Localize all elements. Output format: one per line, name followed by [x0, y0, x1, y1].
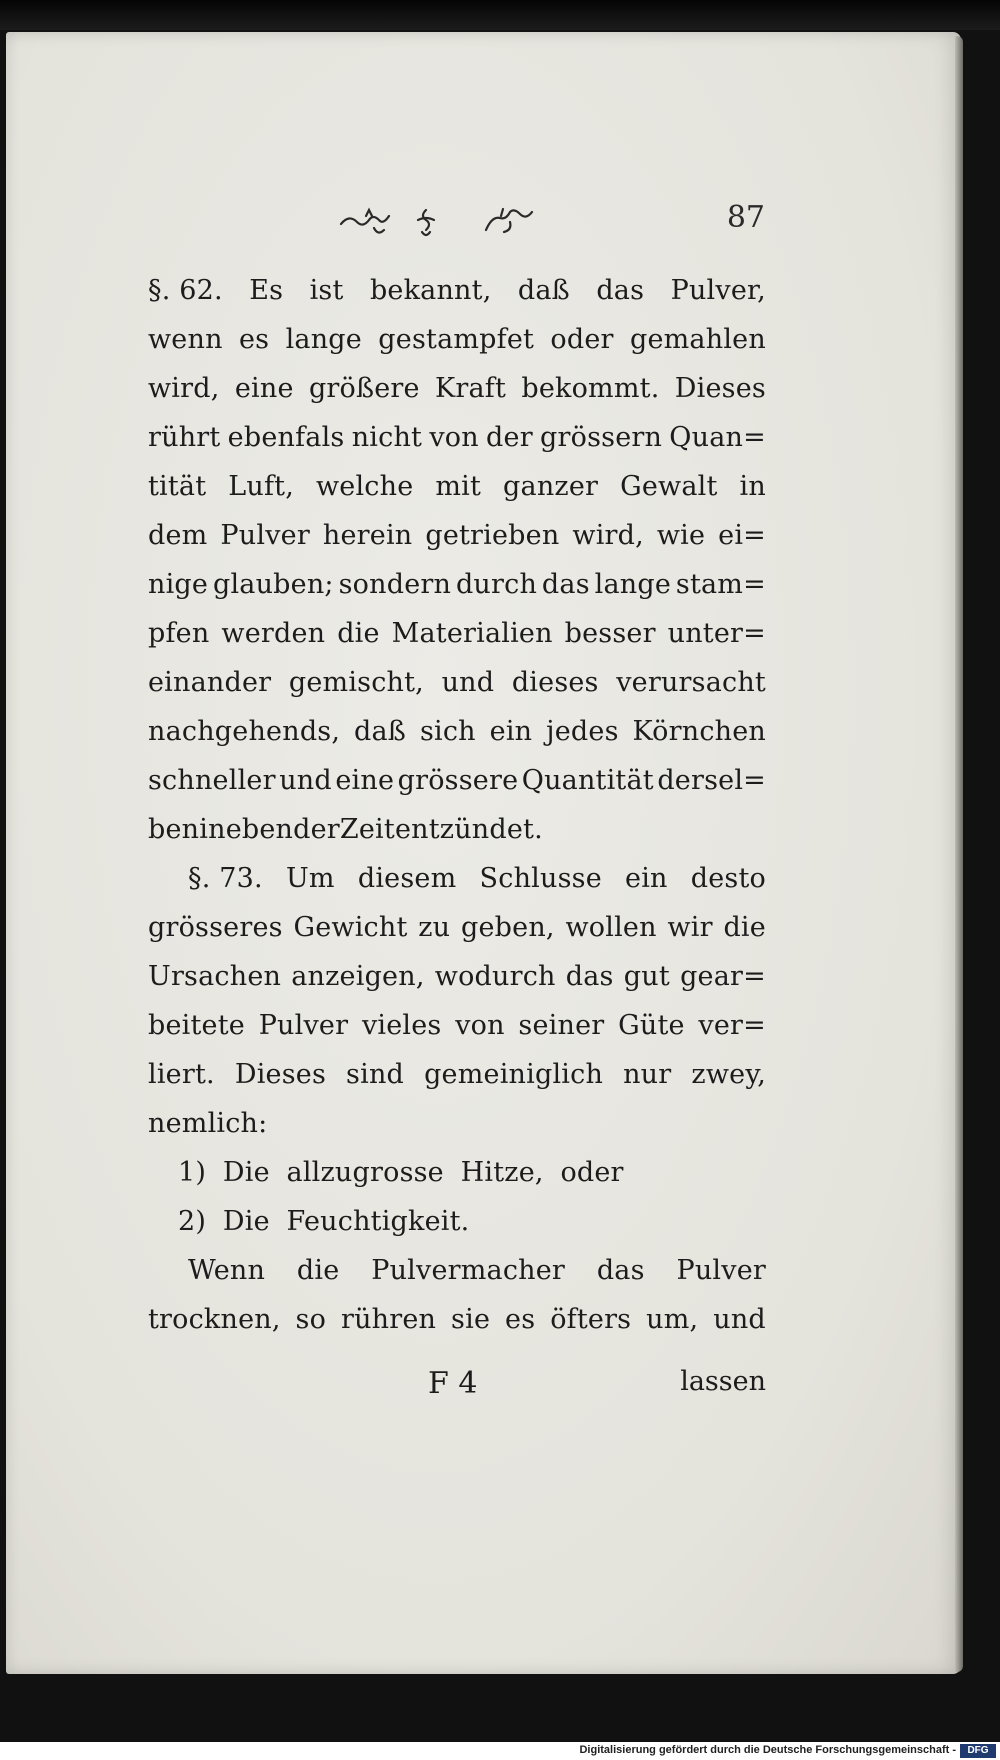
scan-top-edge: [0, 0, 1000, 30]
word: liert.: [148, 1059, 215, 1090]
word: daß: [517, 275, 570, 306]
word: ein: [489, 716, 533, 747]
word: glauben;: [212, 569, 334, 600]
word: von: [455, 1010, 505, 1041]
word: gemischt,: [288, 667, 424, 698]
list-item-1: 1) Die allzugrosse Hitze, oder: [178, 1157, 624, 1188]
word: es: [239, 324, 270, 355]
word: das: [596, 1255, 645, 1286]
word: eine: [234, 373, 294, 404]
word: in: [739, 471, 766, 502]
word: Es: [249, 275, 284, 306]
word: diesem: [357, 863, 457, 894]
word: welche: [315, 471, 414, 502]
word: ben: [148, 814, 200, 845]
word: gut: [623, 961, 670, 992]
word: eben: [225, 814, 294, 845]
word: wodurch: [434, 961, 556, 992]
funding-credit: Digitalisierung gefördert durch die Deutsche Forschungsgemeinschaft -: [579, 1744, 956, 1756]
word: wollen: [565, 912, 657, 943]
text-line: [148, 413, 766, 462]
word: Dieses: [234, 1059, 326, 1090]
word: ver=: [698, 1010, 766, 1041]
word: nemlich:: [148, 1108, 268, 1139]
word: wird,: [148, 373, 220, 404]
word: §. 62.: [148, 275, 223, 306]
word: grössere: [397, 765, 519, 796]
printers-ornament-icon: [336, 202, 536, 242]
word: wie: [656, 520, 706, 551]
word: das: [565, 961, 614, 992]
word: durch: [455, 569, 538, 600]
word: Pulver: [220, 520, 310, 551]
text-line: [148, 805, 766, 854]
word: sind: [346, 1059, 405, 1090]
word: Gewalt: [620, 471, 718, 502]
word: Luft,: [228, 471, 295, 502]
page-header: [150, 198, 765, 248]
word: Gewicht: [293, 912, 408, 943]
page-edge: [955, 36, 963, 1672]
word: gemeiniglich: [424, 1059, 604, 1090]
word: ein: [625, 863, 668, 894]
word: schneller: [148, 765, 276, 796]
word: gestampfet: [378, 324, 535, 355]
word: Ursachen: [148, 961, 282, 992]
word: nur: [623, 1059, 672, 1090]
word: beitete: [148, 1010, 245, 1041]
text-line: [148, 854, 766, 903]
word: sich: [419, 716, 476, 747]
word: jedes: [546, 716, 619, 747]
text-line: [148, 658, 766, 707]
word: sondern: [338, 569, 452, 600]
word: rühren: [340, 1304, 437, 1335]
word: und: [441, 667, 495, 698]
word: Wenn: [188, 1255, 266, 1286]
word: dieses: [511, 667, 599, 698]
paragraph-62: [148, 266, 766, 854]
text-line: [148, 707, 766, 756]
word: grössern: [540, 422, 663, 453]
word: Kraft: [435, 373, 507, 404]
word: größere: [308, 373, 420, 404]
word: der: [486, 422, 533, 453]
word: bekannt,: [369, 275, 492, 306]
word: grösseres: [148, 912, 283, 943]
word: Schlusse: [479, 863, 602, 894]
word: ist: [309, 275, 344, 306]
word: Materialien: [391, 618, 553, 649]
text-line: [148, 462, 766, 511]
word: Pulvermacher: [371, 1255, 566, 1286]
word: dersel=: [657, 765, 766, 796]
text-line: [148, 511, 766, 560]
word: sie: [451, 1304, 491, 1335]
word: gear=: [680, 961, 766, 992]
word: Zeit: [339, 814, 395, 845]
word: besser: [564, 618, 656, 649]
word: ei=: [718, 520, 766, 551]
word: wir: [667, 912, 713, 943]
word: §. 73.: [188, 863, 263, 894]
page-footer: [148, 1366, 766, 1416]
text-line: [148, 1246, 766, 1295]
word: Quan=: [669, 422, 766, 453]
word: Pulver: [676, 1255, 766, 1286]
word: und: [713, 1304, 766, 1335]
word: tität: [148, 471, 207, 502]
word: die: [337, 618, 380, 649]
word: desto: [690, 863, 766, 894]
word: anzeigen,: [291, 961, 425, 992]
word: einander: [148, 667, 272, 698]
word: nicht: [351, 422, 423, 453]
word: Pulver,: [670, 275, 766, 306]
word: und: [279, 765, 332, 796]
word: geben,: [461, 912, 555, 943]
word: trocknen,: [148, 1304, 281, 1335]
text-line: [148, 364, 766, 413]
word: nachgehends,: [148, 716, 341, 747]
word: in: [199, 814, 226, 845]
text-line: [148, 756, 766, 805]
text-line: [148, 952, 766, 1001]
word: mit: [435, 471, 482, 502]
word: eine: [335, 765, 395, 796]
word: zwey,: [691, 1059, 766, 1090]
body-text: [148, 266, 766, 1344]
word: Güte: [618, 1010, 685, 1041]
word: Körnchen: [632, 716, 766, 747]
text-line: [148, 266, 766, 315]
word: so: [295, 1304, 327, 1335]
word: wird,: [572, 520, 644, 551]
word: zu: [418, 912, 451, 943]
text-line: [148, 315, 766, 364]
paragraph-73: [148, 854, 766, 1148]
word: öfters: [550, 1304, 632, 1335]
text-line: [148, 1050, 766, 1099]
word: entzündet.: [394, 814, 543, 845]
word: das: [596, 275, 645, 306]
word: verursacht: [616, 667, 766, 698]
word: bekommt.: [521, 373, 660, 404]
text-line: [148, 1295, 766, 1344]
word: rührt: [148, 422, 221, 453]
word: der: [293, 814, 340, 845]
word: lange: [285, 324, 362, 355]
word: von: [429, 422, 479, 453]
word: daß: [354, 716, 407, 747]
text-line: [148, 560, 766, 609]
signature-mark: F 4: [428, 1366, 478, 1401]
dfg-logo-icon: DFG: [960, 1744, 996, 1758]
text-line: [148, 609, 766, 658]
word: lange: [594, 569, 672, 600]
catchword: lassen: [680, 1366, 766, 1397]
word: herein: [322, 520, 413, 551]
word: vieles: [361, 1010, 442, 1041]
word: ebenfals: [227, 422, 345, 453]
word: Pulver: [258, 1010, 349, 1041]
word: wenn: [148, 324, 223, 355]
word: es: [505, 1304, 536, 1335]
word: um,: [646, 1304, 699, 1335]
word: nige: [148, 569, 209, 600]
word: dem: [148, 520, 208, 551]
word: Quantität: [521, 765, 654, 796]
word: getrieben: [425, 520, 560, 551]
text-line: [148, 1099, 766, 1148]
word: die: [723, 912, 766, 943]
word: pfen: [148, 618, 210, 649]
word: stam=: [675, 569, 766, 600]
text-line: [148, 903, 766, 952]
word: ganzer: [503, 471, 599, 502]
paragraph-wenn: [148, 1246, 766, 1344]
word: Um: [285, 863, 335, 894]
text-line: [148, 1001, 766, 1050]
word: gemahlen: [629, 324, 766, 355]
word: das: [541, 569, 590, 600]
word: Dieses: [674, 373, 766, 404]
word: die: [296, 1255, 340, 1286]
word: unter=: [667, 618, 766, 649]
page-number: 87: [726, 200, 765, 235]
word: oder: [550, 324, 614, 355]
list-item-2: 2) Die Feuchtigkeit.: [178, 1206, 470, 1237]
word: werden: [221, 618, 326, 649]
word: seiner: [518, 1010, 605, 1041]
